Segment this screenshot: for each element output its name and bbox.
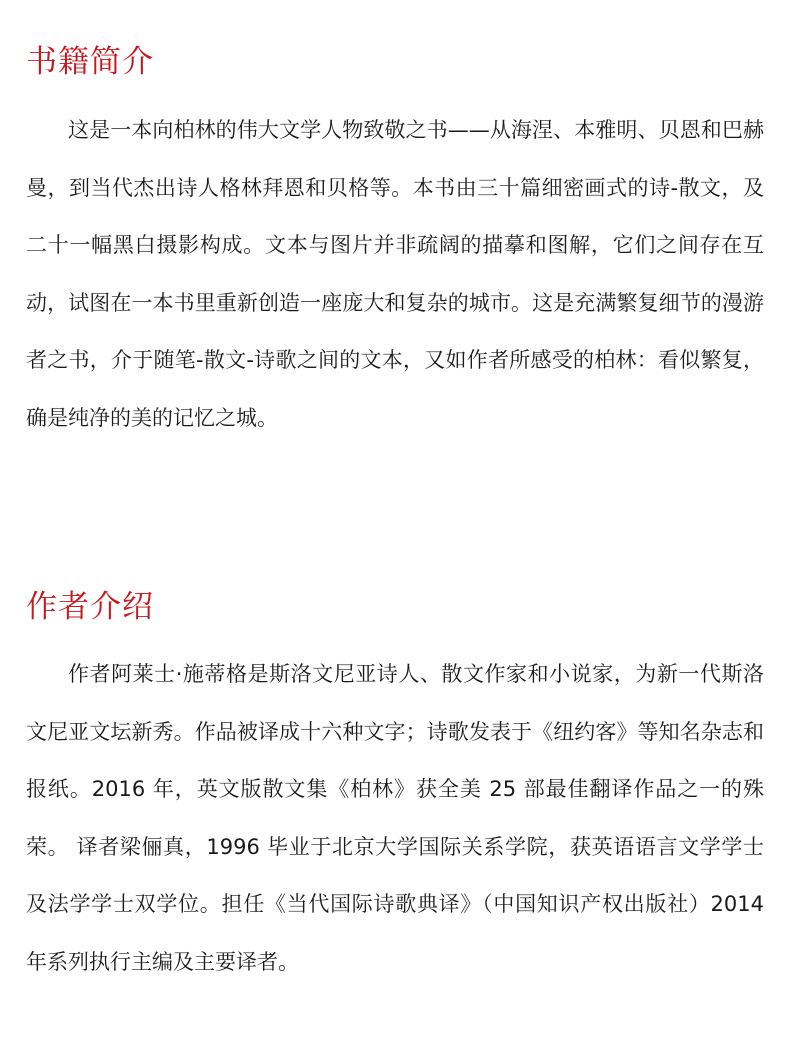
book-intro-heading: 书籍简介 [26, 44, 154, 80]
author-intro-heading: 作者介绍 [26, 589, 154, 625]
book-intro-paragraph: 这是一本向柏林的伟大文学人物致敬之书——从海涅、本雅明、贝恩和巴赫曼，到当代杰出诗人格林拜恩和贝格等。本书由三十篇细密画式的诗-散文，及二十一幅黑白摄影构成。文本与图片并非疏阔的描摹和图解，它们之间存在互动，试图在一本书里重新创造一座庞大和复杂的城市。这是充满繁复细节的漫游者之书，介于随笔-散文-诗歌之间的文本，又如作者所感受的柏林：看似繁复，确是纯净的美的记忆之城。 [26, 118, 764, 430]
author-intro-paragraph: 作者阿莱士·施蒂格是斯洛文尼亚诗人、散文作家和小说家，为新一代斯洛文尼亚文坛新秀。作品被译成十六种文字；诗歌发表于《纽约客》等知名杂志和报纸。2016 年，英文版散文集《柏林》获全美 25 部最佳翻译作品之一的殊荣。 译者梁俪真，1996 毕业于北京大学国际关系学院，获英语语言文学学士及法学学士双学位。担任《当代国际诗歌典译》（中国知识产权出版社）2014 年系列执行主编及主要译者。 [26, 662, 764, 974]
